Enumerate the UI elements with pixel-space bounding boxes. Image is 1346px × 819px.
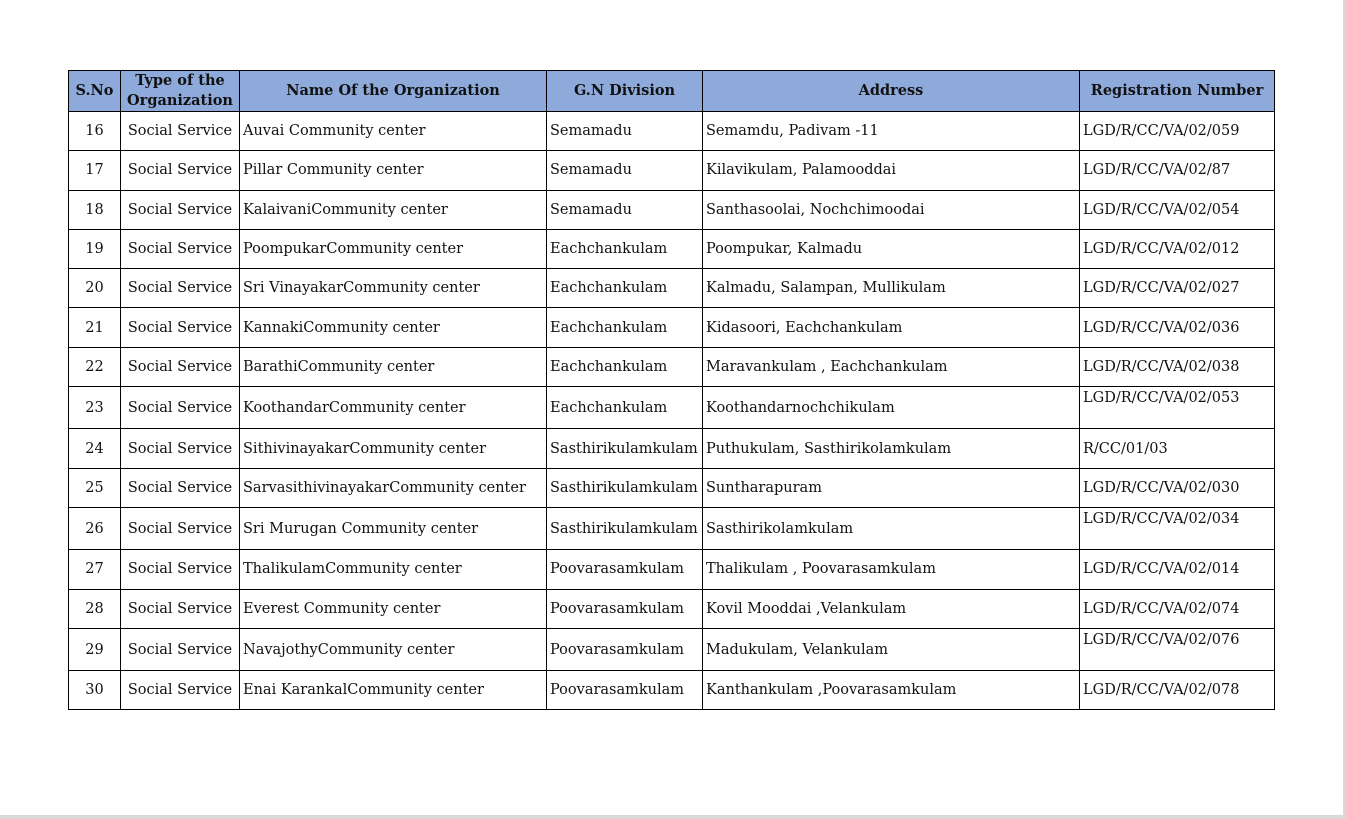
cell-registration: LGD/R/CC/VA/02/038	[1080, 347, 1275, 386]
table-row	[69, 229, 1275, 268]
cell-address: Santhasoolai, Nochchimoodai	[703, 190, 1080, 229]
cell-division: Sasthirikulamkulam	[547, 468, 703, 507]
cell-division: Semamadu	[547, 151, 703, 190]
cell-registration: LGD/R/CC/VA/02/078	[1080, 671, 1275, 710]
cell-registration: LGD/R/CC/VA/02/014	[1080, 550, 1275, 589]
cell-sno: 26	[69, 507, 121, 549]
cell-address: Kovil Mooddai ,Velankulam	[703, 589, 1080, 628]
cell-address: Kanthankulam ,Poovarasamkulam	[703, 671, 1080, 710]
cell-division: Eachchankulam	[547, 387, 703, 429]
table-row	[69, 347, 1275, 386]
table-row	[69, 190, 1275, 229]
header-name: Name Of the Organization	[240, 71, 547, 112]
cell-name: Sri Murugan Community center	[240, 507, 547, 549]
cell-type: Social Service	[121, 269, 240, 308]
cell-name: KannakiCommunity center	[240, 308, 547, 347]
cell-address: Suntharapuram	[703, 468, 1080, 507]
header-address: Address	[703, 71, 1080, 112]
cell-type: Social Service	[121, 429, 240, 468]
cell-sno: 29	[69, 628, 121, 670]
cell-name: SithivinayakarCommunity center	[240, 429, 547, 468]
cell-name: NavajothyCommunity center	[240, 628, 547, 670]
cell-address: Poompukar, Kalmadu	[703, 229, 1080, 268]
table-row	[69, 308, 1275, 347]
cell-sno: 24	[69, 429, 121, 468]
header-sno: S.No	[69, 71, 121, 112]
table-row	[69, 151, 1275, 190]
cell-address: Koothandarnochchikulam	[703, 387, 1080, 429]
table-row	[69, 387, 1275, 429]
header-row	[69, 71, 1275, 112]
cell-registration: LGD/R/CC/VA/02/036	[1080, 308, 1275, 347]
header-division: G.N Division	[547, 71, 703, 112]
cell-registration: LGD/R/CC/VA/02/074	[1080, 589, 1275, 628]
cell-registration: R/CC/01/03	[1080, 429, 1275, 468]
cell-name: Pillar Community center	[240, 151, 547, 190]
cell-address: Thalikulam , Poovarasamkulam	[703, 550, 1080, 589]
cell-registration: LGD/R/CC/VA/02/030	[1080, 468, 1275, 507]
cell-sno: 18	[69, 190, 121, 229]
cell-type: Social Service	[121, 468, 240, 507]
cell-type: Social Service	[121, 151, 240, 190]
cell-sno: 19	[69, 229, 121, 268]
cell-sno: 17	[69, 151, 121, 190]
cell-type: Social Service	[121, 112, 240, 151]
cell-registration: LGD/R/CC/VA/02/054	[1080, 190, 1275, 229]
cell-type: Social Service	[121, 507, 240, 549]
cell-registration: LGD/R/CC/VA/02/076	[1080, 628, 1275, 670]
cell-address: Sasthirikolamkulam	[703, 507, 1080, 549]
cell-registration: LGD/R/CC/VA/02/059	[1080, 112, 1275, 151]
table-row	[69, 269, 1275, 308]
cell-division: Eachchankulam	[547, 308, 703, 347]
table-row	[69, 628, 1275, 670]
cell-type: Social Service	[121, 190, 240, 229]
table-row	[69, 507, 1275, 549]
cell-address: Puthukulam, Sasthirikolamkulam	[703, 429, 1080, 468]
cell-sno: 27	[69, 550, 121, 589]
cell-address: Kidasoori, Eachchankulam	[703, 308, 1080, 347]
table-row	[69, 112, 1275, 151]
cell-name: KoothandarCommunity center	[240, 387, 547, 429]
header-type: Type of the Organization	[121, 71, 240, 112]
cell-address: Maravankulam , Eachchankulam	[703, 347, 1080, 386]
cell-address: Kilavikulam, Palamooddai	[703, 151, 1080, 190]
cell-name: Everest Community center	[240, 589, 547, 628]
cell-name: BarathiCommunity center	[240, 347, 547, 386]
cell-type: Social Service	[121, 671, 240, 710]
cell-registration: LGD/R/CC/VA/02/027	[1080, 269, 1275, 308]
cell-sno: 20	[69, 269, 121, 308]
cell-name: SarvasithivinayakarCommunity center	[240, 468, 547, 507]
table-row	[69, 671, 1275, 710]
cell-type: Social Service	[121, 387, 240, 429]
cell-name: PoompukarCommunity center	[240, 229, 547, 268]
cell-sno: 23	[69, 387, 121, 429]
cell-division: Poovarasamkulam	[547, 550, 703, 589]
cell-name: Auvai Community center	[240, 112, 547, 151]
header-registration: Registration Number	[1080, 71, 1275, 112]
organizations-table	[68, 70, 1275, 710]
cell-division: Semamadu	[547, 112, 703, 151]
cell-address: Semamdu, Padivam -11	[703, 112, 1080, 151]
cell-registration: LGD/R/CC/VA/02/87	[1080, 151, 1275, 190]
cell-registration: LGD/R/CC/VA/02/012	[1080, 229, 1275, 268]
cell-name: ThalikulamCommunity center	[240, 550, 547, 589]
cell-type: Social Service	[121, 308, 240, 347]
cell-division: Sasthirikulamkulam	[547, 507, 703, 549]
cell-division: Eachchankulam	[547, 347, 703, 386]
cell-name: Sri VinayakarCommunity center	[240, 269, 547, 308]
cell-division: Poovarasamkulam	[547, 628, 703, 670]
cell-name: Enai KarankalCommunity center	[240, 671, 547, 710]
cell-type: Social Service	[121, 550, 240, 589]
table-row	[69, 550, 1275, 589]
cell-sno: 22	[69, 347, 121, 386]
cell-division: Sasthirikulamkulam	[547, 429, 703, 468]
cell-address: Madukulam, Velankulam	[703, 628, 1080, 670]
table-row	[69, 429, 1275, 468]
cell-sno: 16	[69, 112, 121, 151]
cell-sno: 21	[69, 308, 121, 347]
table-row	[69, 468, 1275, 507]
cell-type: Social Service	[121, 229, 240, 268]
cell-division: Semamadu	[547, 190, 703, 229]
cell-division: Poovarasamkulam	[547, 671, 703, 710]
cell-address: Kalmadu, Salampan, Mullikulam	[703, 269, 1080, 308]
cell-division: Eachchankulam	[547, 229, 703, 268]
cell-registration: LGD/R/CC/VA/02/034	[1080, 507, 1275, 549]
cell-type: Social Service	[121, 628, 240, 670]
cell-registration: LGD/R/CC/VA/02/053	[1080, 387, 1275, 429]
table-row	[69, 589, 1275, 628]
cell-sno: 28	[69, 589, 121, 628]
cell-sno: 25	[69, 468, 121, 507]
cell-division: Eachchankulam	[547, 269, 703, 308]
cell-type: Social Service	[121, 347, 240, 386]
cell-sno: 30	[69, 671, 121, 710]
cell-division: Poovarasamkulam	[547, 589, 703, 628]
cell-name: KalaivaniCommunity center	[240, 190, 547, 229]
cell-type: Social Service	[121, 589, 240, 628]
